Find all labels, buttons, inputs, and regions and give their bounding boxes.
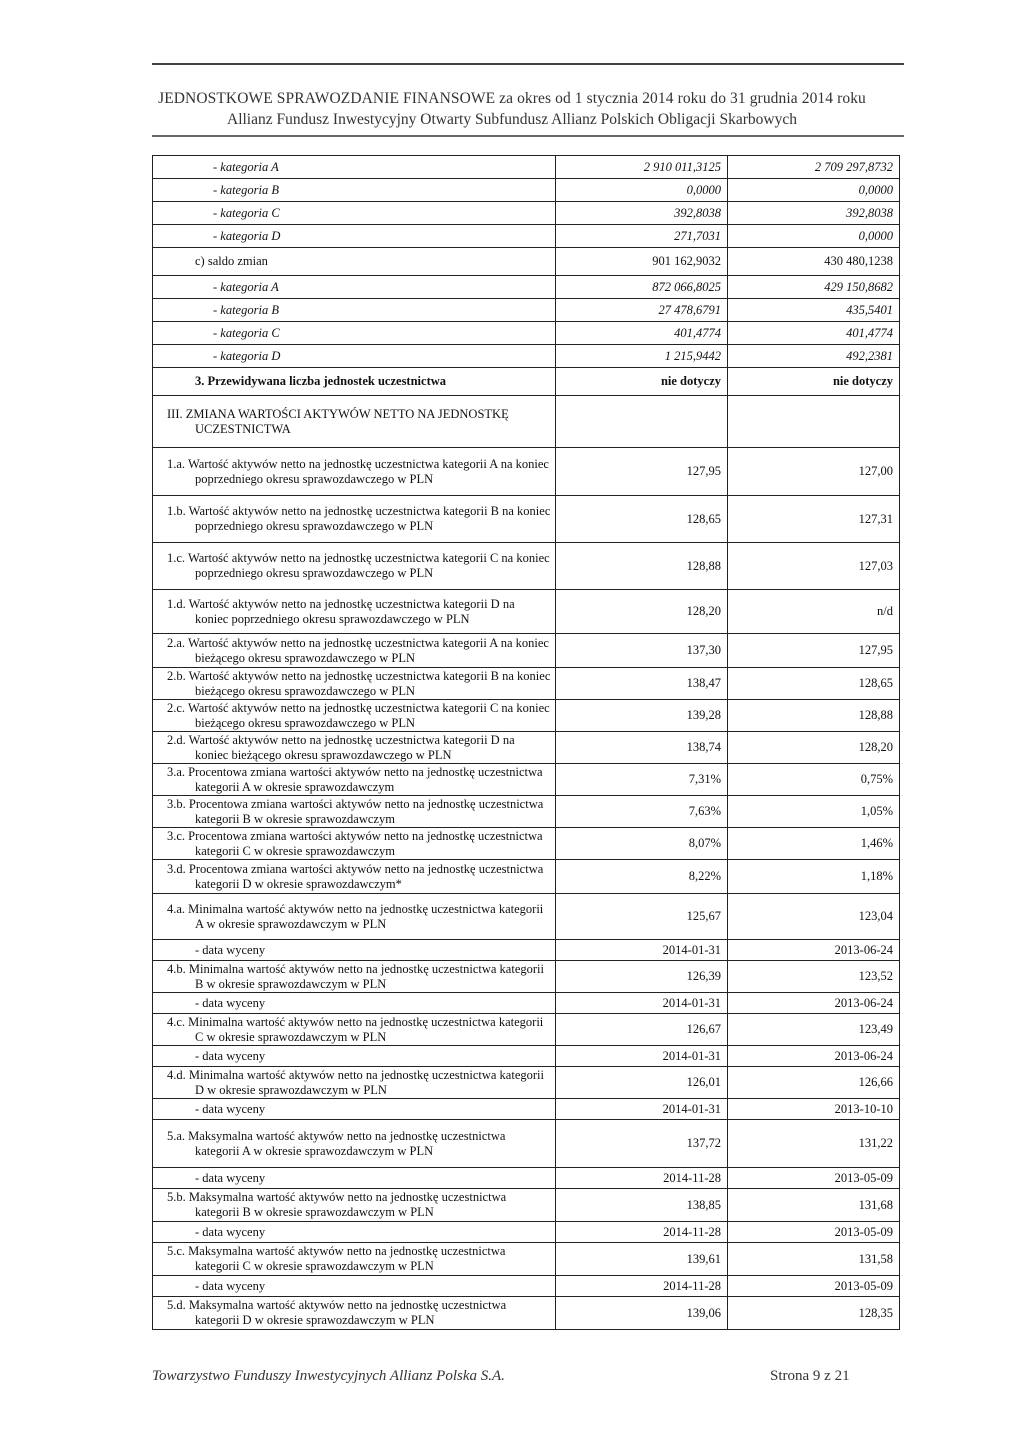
row-label: - kategoria B bbox=[153, 299, 556, 322]
value-previous: 126,66 bbox=[728, 1067, 900, 1099]
value-current: 2 910 011,3125 bbox=[556, 156, 728, 179]
page-number: Strona 9 z 21 bbox=[770, 1368, 850, 1384]
row-label: - kategoria A bbox=[153, 276, 556, 299]
row-label bbox=[153, 496, 556, 543]
row-label bbox=[153, 764, 556, 796]
value-current: 392,8038 bbox=[556, 202, 728, 225]
row-label-text: 2.a. Wartość aktywów netto na jednostkę uczestnictwa kategorii A na koniec bieżącego okresu sprawozdawczego w PLN bbox=[167, 635, 549, 665]
table-row bbox=[153, 345, 900, 368]
table-row bbox=[153, 828, 900, 860]
row-label: - kategoria C bbox=[153, 322, 556, 345]
value-previous: 128,65 bbox=[728, 668, 900, 700]
row-label-text: 5.c. Maksymalna wartość aktywów netto na jednostkę uczestnictwa kategorii C w okresie sprawozdawczym w PLN bbox=[167, 1244, 506, 1273]
table-row bbox=[153, 940, 900, 961]
value-previous: 401,4774 bbox=[728, 322, 900, 345]
row-label-text: 2.c. Wartość aktywów netto na jednostkę uczestnictwa kategorii C na koniec bieżącego okresu sprawozdawczego w PLN bbox=[167, 700, 550, 730]
value-previous: 1,46% bbox=[728, 828, 900, 860]
empty-cell bbox=[556, 396, 728, 448]
section-title-text: III. ZMIANA WARTOŚCI AKTYWÓW NETTO NA JEDNOSTKĘ UCZESTNICTWA bbox=[167, 406, 509, 436]
row-label: - data wyceny bbox=[153, 1046, 556, 1067]
table-row bbox=[153, 993, 900, 1014]
table-row bbox=[153, 634, 900, 668]
table-row bbox=[153, 1189, 900, 1222]
value-previous: 0,75% bbox=[728, 764, 900, 796]
value-previous: n/d bbox=[728, 590, 900, 634]
row-label bbox=[153, 1189, 556, 1222]
table-row bbox=[153, 894, 900, 940]
row-label: - data wyceny bbox=[153, 1168, 556, 1189]
row-label-text: 3.b. Procentowa zmiana wartości aktywów netto na jednostkę uczestnictwa kategorii B w okresie sprawozdawczym bbox=[167, 796, 544, 826]
row-label: - kategoria B bbox=[153, 179, 556, 202]
row-label bbox=[153, 590, 556, 634]
row-label: - kategoria D bbox=[153, 225, 556, 248]
row-label bbox=[153, 860, 556, 894]
value-current: 127,95 bbox=[556, 448, 728, 496]
table-row bbox=[153, 448, 900, 496]
row-label-text: 3.d. Procentowa zmiana wartości aktywów netto na jednostkę uczestnictwa kategorii D w okresie sprawozdawczym* bbox=[167, 861, 544, 891]
table-row bbox=[153, 156, 900, 179]
value-current: 2014-01-31 bbox=[556, 1046, 728, 1067]
value-current: 271,7031 bbox=[556, 225, 728, 248]
row-label-text: 5.d. Maksymalna wartość aktywów netto na jednostkę uczestnictwa kategorii D w okresie sprawozdawczym w PLN bbox=[167, 1298, 507, 1327]
value-previous: 128,35 bbox=[728, 1297, 900, 1330]
footer-company: Towarzystwo Funduszy Inwestycyjnych Allianz Polska S.A. bbox=[152, 1368, 505, 1384]
value-previous: 0,0000 bbox=[728, 179, 900, 202]
value-current: 126,39 bbox=[556, 961, 728, 993]
table-row bbox=[153, 202, 900, 225]
row-label bbox=[153, 732, 556, 764]
table-row bbox=[153, 299, 900, 322]
row-label-text: 3.a. Procentowa zmiana wartości aktywów netto na jednostkę uczestnictwa kategorii A w okresie sprawozdawczym bbox=[167, 764, 543, 794]
table-row bbox=[153, 1067, 900, 1099]
table-row bbox=[153, 668, 900, 700]
row-label: c) saldo zmian bbox=[153, 248, 556, 276]
value-current: 872 066,8025 bbox=[556, 276, 728, 299]
value-current: 7,63% bbox=[556, 796, 728, 828]
value-current: 137,30 bbox=[556, 634, 728, 668]
value-current: 2014-11-28 bbox=[556, 1276, 728, 1297]
value-current: 126,67 bbox=[556, 1014, 728, 1046]
value-previous: 429 150,8682 bbox=[728, 276, 900, 299]
row-label: - data wyceny bbox=[153, 1222, 556, 1243]
value-current: 1 215,9442 bbox=[556, 345, 728, 368]
section-title bbox=[153, 396, 556, 448]
value-current: 138,47 bbox=[556, 668, 728, 700]
table-row bbox=[153, 179, 900, 202]
value-current: 2014-11-28 bbox=[556, 1222, 728, 1243]
value-current: 7,31% bbox=[556, 764, 728, 796]
value-previous: nie dotyczy bbox=[728, 368, 900, 396]
row-label-text: 1.b. Wartość aktywów netto na jednostkę uczestnictwa kategorii B na koniec poprzedniego okresu sprawozdawczego w PLN bbox=[167, 504, 551, 533]
table-row bbox=[153, 1168, 900, 1189]
value-previous: 392,8038 bbox=[728, 202, 900, 225]
value-previous: 2 709 297,8732 bbox=[728, 156, 900, 179]
value-previous: 131,22 bbox=[728, 1120, 900, 1168]
row-label: 3. Przewidywana liczba jednostek uczestnictwa bbox=[153, 368, 556, 396]
row-label bbox=[153, 448, 556, 496]
value-current: 401,4774 bbox=[556, 322, 728, 345]
table-row bbox=[153, 1099, 900, 1120]
table-row bbox=[153, 496, 900, 543]
table-row bbox=[153, 225, 900, 248]
row-label bbox=[153, 1243, 556, 1276]
value-previous: 2013-10-10 bbox=[728, 1099, 900, 1120]
empty-cell bbox=[728, 396, 900, 448]
value-previous: 2013-05-09 bbox=[728, 1168, 900, 1189]
value-current: 139,06 bbox=[556, 1297, 728, 1330]
row-label-text: 4.b. Minimalna wartość aktywów netto na jednostkę uczestnictwa kategorii B w okresie sprawozdawczym w PLN bbox=[167, 961, 544, 991]
value-previous: 1,05% bbox=[728, 796, 900, 828]
table-row bbox=[153, 1297, 900, 1330]
row-label: - data wyceny bbox=[153, 1276, 556, 1297]
value-previous: 2013-06-24 bbox=[728, 940, 900, 961]
table-row bbox=[153, 1014, 900, 1046]
row-label: - kategoria A bbox=[153, 156, 556, 179]
row-label-text: 1.a. Wartość aktywów netto na jednostkę uczestnictwa kategorii A na koniec poprzedniego okresu sprawozdawczego w PLN bbox=[167, 456, 549, 486]
row-label-text: 2.d. Wartość aktywów netto na jednostkę uczestnictwa kategorii D na koniec bieżącego okresu sprawozdawczego w PLN bbox=[167, 732, 515, 762]
value-current: 0,0000 bbox=[556, 179, 728, 202]
value-current: 901 162,9032 bbox=[556, 248, 728, 276]
header-rule bbox=[152, 135, 904, 137]
value-previous: 2013-05-09 bbox=[728, 1276, 900, 1297]
value-previous: 2013-06-24 bbox=[728, 993, 900, 1014]
value-current: 126,01 bbox=[556, 1067, 728, 1099]
value-previous: 131,58 bbox=[728, 1243, 900, 1276]
top-rule bbox=[152, 63, 904, 65]
value-previous: 492,2381 bbox=[728, 345, 900, 368]
row-label-text: 1.d. Wartość aktywów netto na jednostkę uczestnictwa kategorii D na koniec poprzedniego okresu sprawozdawczego w PLN bbox=[167, 596, 515, 626]
value-previous: 2013-06-24 bbox=[728, 1046, 900, 1067]
financial-table bbox=[152, 155, 900, 1330]
value-current: 139,28 bbox=[556, 700, 728, 732]
value-previous: 127,00 bbox=[728, 448, 900, 496]
row-label bbox=[153, 796, 556, 828]
value-current: 139,61 bbox=[556, 1243, 728, 1276]
table-row bbox=[153, 1046, 900, 1067]
row-label-text: 4.c. Minimalna wartość aktywów netto na jednostkę uczestnictwa kategorii C w okresie sprawozdawczym w PLN bbox=[167, 1014, 544, 1044]
value-previous: 123,49 bbox=[728, 1014, 900, 1046]
value-previous: 128,88 bbox=[728, 700, 900, 732]
table-row bbox=[153, 1243, 900, 1276]
row-label bbox=[153, 668, 556, 700]
value-previous: 123,52 bbox=[728, 961, 900, 993]
table-row bbox=[153, 961, 900, 993]
row-label-text: 5.a. Maksymalna wartość aktywów netto na jednostkę uczestnictwa kategorii A w okresie sprawozdawczym w PLN bbox=[167, 1128, 506, 1158]
value-current: 2014-01-31 bbox=[556, 940, 728, 961]
value-previous: 2013-05-09 bbox=[728, 1222, 900, 1243]
row-label: - kategoria C bbox=[153, 202, 556, 225]
table-row bbox=[153, 1120, 900, 1168]
value-previous: 123,04 bbox=[728, 894, 900, 940]
row-label-text: 1.c. Wartość aktywów netto na jednostkę uczestnictwa kategorii C na koniec poprzedniego okresu sprawozdawczego w PLN bbox=[167, 551, 550, 580]
document-header bbox=[0, 88, 1024, 130]
value-previous: 131,68 bbox=[728, 1189, 900, 1222]
table-row bbox=[153, 700, 900, 732]
row-label-text: 2.b. Wartość aktywów netto na jednostkę uczestnictwa kategorii B na koniec bieżącego okresu sprawozdawczego w PLN bbox=[167, 668, 551, 698]
table-row bbox=[153, 1276, 900, 1297]
table-row bbox=[153, 860, 900, 894]
row-label bbox=[153, 1297, 556, 1330]
row-label: - data wyceny bbox=[153, 940, 556, 961]
value-previous: 435,5401 bbox=[728, 299, 900, 322]
row-label: - data wyceny bbox=[153, 993, 556, 1014]
value-current: 138,74 bbox=[556, 732, 728, 764]
row-label bbox=[153, 543, 556, 590]
section-header-row bbox=[153, 396, 900, 448]
value-previous: 127,03 bbox=[728, 543, 900, 590]
row-label bbox=[153, 894, 556, 940]
table-row bbox=[153, 764, 900, 796]
value-current: 137,72 bbox=[556, 1120, 728, 1168]
header-title: JEDNOSTKOWE SPRAWOZDANIE FINANSOWE za okres od 1 stycznia 2014 roku do 31 grudnia 2014 roku bbox=[158, 90, 866, 107]
table-row bbox=[153, 732, 900, 764]
header-subtitle: Allianz Fundusz Inwestycyjny Otwarty Subfundusz Allianz Polskich Obligacji Skarbowych bbox=[227, 111, 797, 128]
table-row bbox=[153, 1222, 900, 1243]
value-current: 8,07% bbox=[556, 828, 728, 860]
table-row bbox=[153, 796, 900, 828]
value-current: 27 478,6791 bbox=[556, 299, 728, 322]
row-label-text: 4.a. Minimalna wartość aktywów netto na jednostkę uczestnictwa kategorii A w okresie sprawozdawczym w PLN bbox=[167, 901, 544, 931]
row-label bbox=[153, 1014, 556, 1046]
value-current: 128,88 bbox=[556, 543, 728, 590]
value-previous: 0,0000 bbox=[728, 225, 900, 248]
table-row bbox=[153, 322, 900, 345]
value-current: 125,67 bbox=[556, 894, 728, 940]
value-current: 128,20 bbox=[556, 590, 728, 634]
row-label bbox=[153, 700, 556, 732]
value-current: 128,65 bbox=[556, 496, 728, 543]
value-current: 2014-01-31 bbox=[556, 993, 728, 1014]
value-current: 138,85 bbox=[556, 1189, 728, 1222]
row-label-text: 4.d. Minimalna wartość aktywów netto na jednostkę uczestnictwa kategorii D w okresie sprawozdawczym w PLN bbox=[167, 1067, 544, 1097]
row-label bbox=[153, 634, 556, 668]
row-label bbox=[153, 1067, 556, 1099]
table-row bbox=[153, 248, 900, 276]
value-previous: 127,95 bbox=[728, 634, 900, 668]
value-current: 2014-11-28 bbox=[556, 1168, 728, 1189]
row-label bbox=[153, 1120, 556, 1168]
table-row bbox=[153, 543, 900, 590]
row-label: - kategoria D bbox=[153, 345, 556, 368]
table-row bbox=[153, 590, 900, 634]
row-label bbox=[153, 828, 556, 860]
value-previous: 1,18% bbox=[728, 860, 900, 894]
row-label bbox=[153, 961, 556, 993]
value-previous: 128,20 bbox=[728, 732, 900, 764]
row-label-text: 3.c. Procentowa zmiana wartości aktywów netto na jednostkę uczestnictwa kategorii C w okresie sprawozdawczym bbox=[167, 828, 543, 858]
row-label-text: 5.b. Maksymalna wartość aktywów netto na jednostkę uczestnictwa kategorii B w okresie sprawozdawczym w PLN bbox=[167, 1190, 507, 1219]
table-row bbox=[153, 276, 900, 299]
value-current: nie dotyczy bbox=[556, 368, 728, 396]
value-current: 8,22% bbox=[556, 860, 728, 894]
table-row bbox=[153, 368, 900, 396]
value-previous: 430 480,1238 bbox=[728, 248, 900, 276]
value-current: 2014-01-31 bbox=[556, 1099, 728, 1120]
value-previous: 127,31 bbox=[728, 496, 900, 543]
row-label: - data wyceny bbox=[153, 1099, 556, 1120]
